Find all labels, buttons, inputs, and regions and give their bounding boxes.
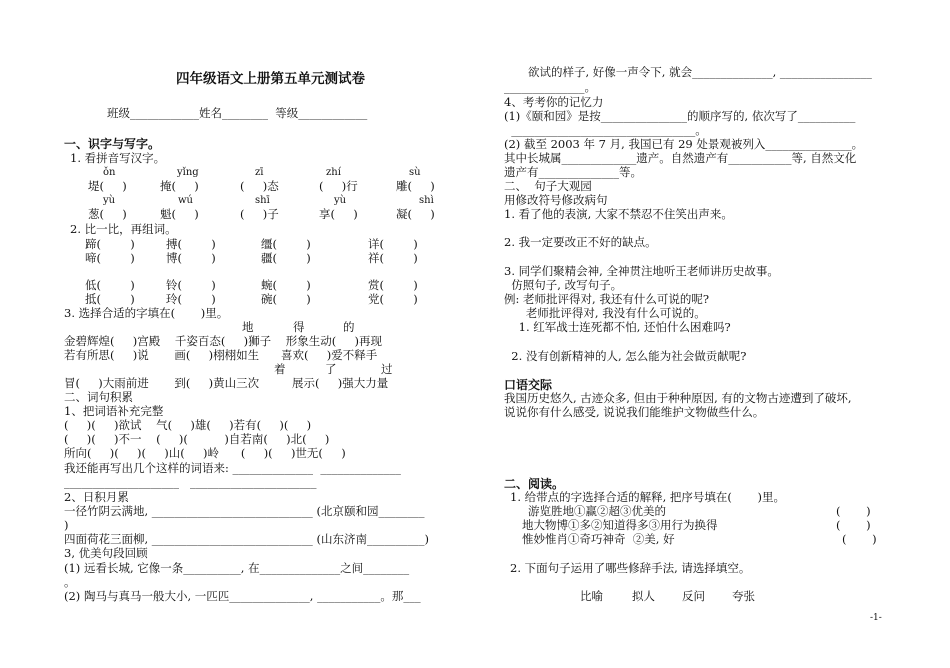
choice-char: 了 [325, 362, 337, 376]
hanzi-blank: 掩( ) [160, 179, 199, 193]
compare-item: 党( ) [368, 292, 418, 306]
section-2-heading: 二、词句积累 [64, 390, 133, 404]
compare-item: 祥( ) [368, 251, 418, 265]
pinyin: zhí [326, 167, 341, 178]
pinyin: wú [178, 195, 193, 206]
hanzi-blank: ( )子 [240, 207, 279, 221]
section-2-q2: 2、日积月累 [64, 490, 129, 504]
example-line: 例: 老师批评得对, 我还有什么可说的呢? [504, 292, 710, 306]
rhetoric-option: 夸张 [732, 589, 755, 603]
q4-line: 其中长城属_____________遗产。自然遗产有___________等, 自然文化 [504, 151, 857, 165]
rhetoric-option: 反问 [682, 589, 705, 603]
q4-line: 遗产有______________等。 [504, 165, 642, 179]
rhetoric-option: 拟人 [632, 589, 655, 603]
compare-item: 低( ) [85, 278, 135, 292]
answer-blank: ( ) [836, 518, 871, 532]
oral-text: 我国历史悠久, 古迹众多, 但由于种种原因, 有的文物古迹遭到了破坏, [504, 391, 852, 405]
word-line: ( )( )不一 ( )( )自若南( )北( ) [64, 432, 330, 446]
compare-item: 啼( ) [85, 251, 135, 265]
word-line: ____________________ ______________________ [64, 475, 317, 489]
compare-item: 蹄( ) [85, 237, 135, 251]
sentence-item: 3. 同学们聚精会神, 全神贯注地听王老师讲历史故事。 [504, 264, 779, 278]
example-line: 2. 没有创新精神的人, 怎么能为社会做贡献呢? [504, 349, 747, 363]
reading-q1: 1. 给带点的字选择合适的解释, 把序号填在( )里。 [510, 490, 785, 504]
answer-blank: ( ) [842, 532, 877, 546]
recite-line: 。 [64, 575, 76, 589]
compare-item: 抵( ) [85, 292, 135, 306]
reading-item: 地大物博①多②知道得多③用行为换得 [522, 518, 718, 532]
pinyin: yù [103, 195, 116, 206]
hanzi-blank: 享( ) [319, 207, 358, 221]
continued-line: ______________。 [504, 80, 596, 94]
sentence-section-heading: 二、 句子大观园 [504, 179, 592, 193]
pinyin: sù [409, 167, 421, 178]
compare-item: 搏( ) [166, 237, 216, 251]
question-2: 2. 比一比，再组词。 [70, 222, 177, 236]
pinyin: shī [255, 195, 270, 206]
word-line: 我还能再写出几个这样的词语来: ______________ ______________ [64, 461, 401, 475]
word-line: 所向( )( )( )山( )岭 ( )( )世无( ) [64, 446, 346, 460]
fill-line: 金碧辉煌( )宫殿 千姿百态( )狮子 形象生动( )再现 [64, 334, 382, 348]
q4-line: ________________________________。 [504, 123, 707, 137]
choice-char: 着 [274, 362, 286, 376]
sentence-item: 1. 看了他的表演, 大家不禁忍不住笑出声来。 [504, 207, 733, 221]
question-1: 1. 看拼音写汉字。 [70, 151, 166, 165]
fill-line: 冒( )大雨前进 到( )黄山三次 展示( )强大力量 [64, 376, 389, 390]
section-1-heading: 一、识字与写字。 [64, 137, 161, 151]
example-line: 1. 红军战士连死都不怕, 还怕什么困难吗? [504, 320, 731, 334]
choice-char: 过 [381, 362, 393, 376]
hanzi-blank: ( )行 [319, 179, 358, 193]
compare-item: 详( ) [368, 237, 418, 251]
pinyin: zī [255, 167, 264, 178]
pinyin: yǐng [177, 167, 199, 178]
recite-line: ) [64, 518, 69, 532]
sentence-section-sub: 用修改符号修改病句 [504, 193, 608, 207]
reading-heading: 二、阅读。 [504, 477, 565, 491]
hanzi-blank: 堤( ) [88, 179, 127, 193]
hanzi-blank: 葱( ) [88, 207, 127, 221]
compare-item: 疆( ) [261, 251, 311, 265]
hanzi-blank: 雕( ) [396, 179, 435, 193]
pinyin: ǒn [103, 167, 116, 178]
recite-line: 一径竹阴云满地, ____________________________ (北京颐和园________ [64, 504, 425, 518]
choice-char: 地 [242, 320, 254, 334]
rhetoric-option: 比喻 [580, 589, 603, 603]
reading-item: 惟妙惟肖①奇巧神奇 ②美, 好 [522, 532, 675, 546]
hanzi-blank: 魁( ) [160, 207, 199, 221]
page-number: -1- [870, 613, 882, 623]
fill-line: 若有所思( )说 画( )栩栩如生 喜欢( )爱不释手 [64, 348, 378, 362]
reading-q2: 2. 下面句子运用了哪些修辞手法, 请选择填空。 [510, 561, 751, 575]
answer-blank: ( ) [836, 504, 871, 518]
compare-item: 铃( ) [166, 278, 216, 292]
word-line: ( )( )欲试 气( )雄( )若有( )( ) [64, 418, 312, 432]
choice-char: 得 [293, 320, 305, 334]
question-4: 4、考考你的记忆力 [504, 95, 604, 109]
q4-line: (2) 截至 2003 年 7 月, 我国已有 29 处景观被列入_______________。 [504, 137, 864, 151]
student-info-line: 班级____________姓名________ 等级____________ [107, 106, 368, 120]
pinyin: yù [334, 195, 347, 206]
choice-char: 的 [343, 320, 355, 334]
compare-item: 博( ) [166, 251, 216, 265]
reading-item: 游览胜地①赢②超③优美的 [528, 504, 666, 518]
recite-line: (1) 远看长城, 它像一条__________, 在______________之间________ [64, 561, 410, 575]
example-line: 老师批评得对, 我没有什么可说的。 [504, 306, 706, 320]
pinyin: shì [419, 195, 434, 206]
imitate-instruction: 仿照句子, 改写句子。 [504, 278, 623, 292]
recite-line: 四面荷花三面柳, ____________________________ (山东济南__________) [64, 532, 429, 546]
question-3: 3. 选择合适的字填在( )里。 [64, 306, 229, 320]
compare-item: 赏( ) [368, 278, 418, 292]
sentence-item: 2. 我一定要改正不好的缺点。 [504, 235, 657, 249]
compare-item: 缰( ) [261, 237, 311, 251]
q4-line: (1)《颐和园》是按_______________的顺序写的, 依次写了__________ [504, 109, 856, 123]
continued-line: 欲试的样子, 好像一声令下, 就会______________, ________________ [528, 65, 872, 79]
section-2-q1: 1、把词语补充完整 [64, 404, 164, 418]
oral-heading: 口语交际 [504, 378, 553, 392]
oral-text: 说说你有什么感受, 说说我们能维护文物做些什么。 [504, 405, 765, 419]
compare-item: 蜿( ) [261, 278, 311, 292]
compare-item: 玲( ) [166, 292, 216, 306]
recite-line: (2) 陶马与真马一般大小, 一匹匹______________, ___________。那___ [64, 589, 421, 603]
page-title: 四年级语文上册第五单元测试卷 [176, 71, 365, 87]
hanzi-blank: 凝( ) [396, 207, 435, 221]
section-2-q3: 3, 优美句段回顾 [64, 546, 148, 560]
compare-item: 碗( ) [261, 292, 311, 306]
hanzi-blank: ( )态 [240, 179, 279, 193]
